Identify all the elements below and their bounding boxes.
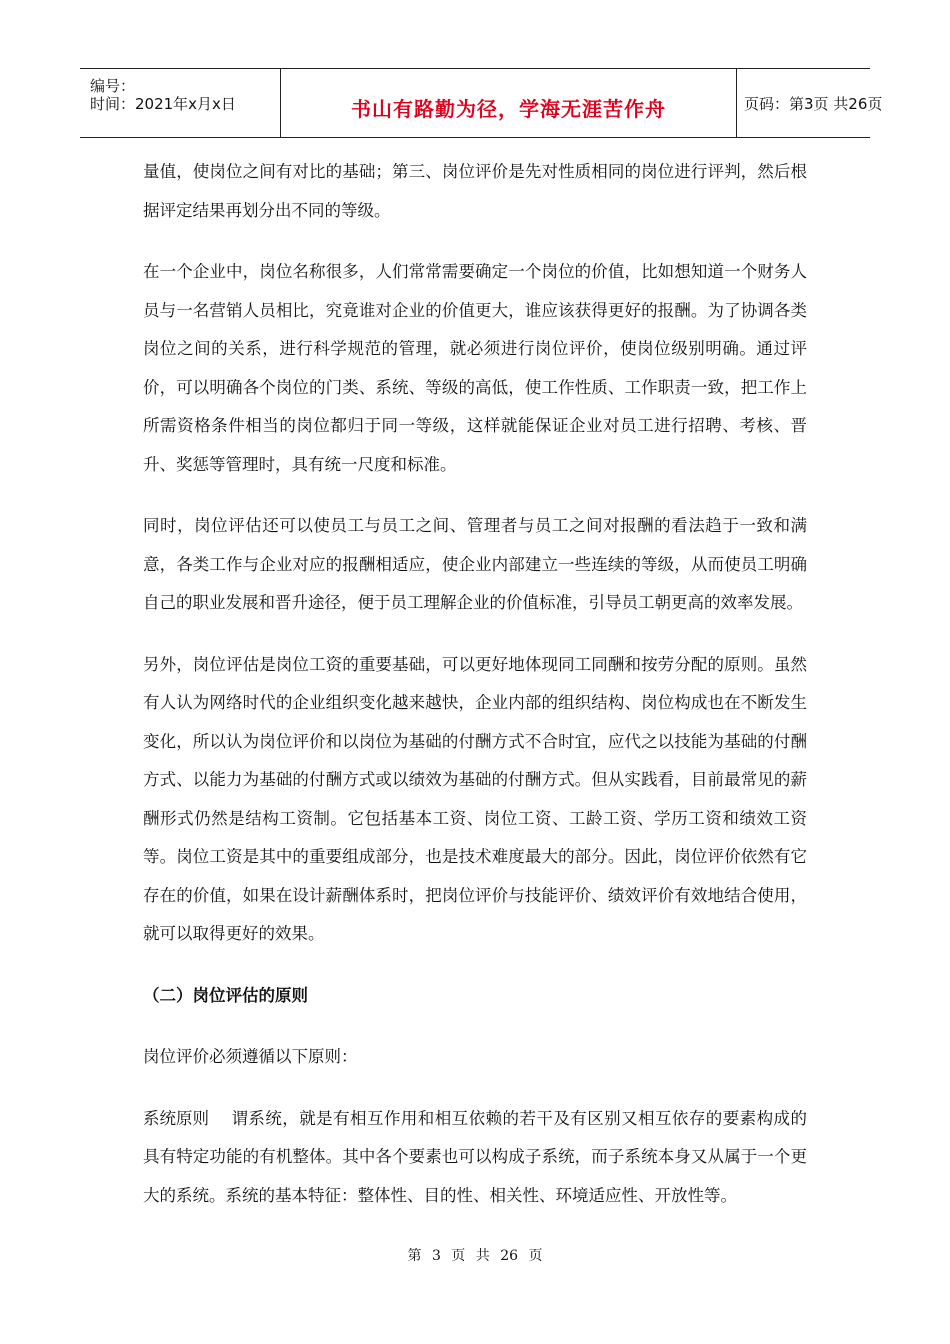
paragraph-1: 量值，使岗位之间有对比的基础；第三、岗位评价是先对性质相同的岗位进行评判，然后根据评定结果再划分出不同的等级。 <box>143 162 807 220</box>
principle-text: 谓系统，就是有相互作用和相互依赖的若干及有区别又相互依存的要素构成的具有特定功能的有机整体。其中各个要素也可以构成子系统，而子系统本身又从属于一个更大的系统。系统的基本特征：整体性、目的性、相关性、环境适应性、开放性等。 <box>143 1108 807 1205</box>
document-body <box>143 153 807 1238</box>
paragraph-4: 另外，岗位评估是岗位工资的重要基础，可以更好地体现同工同酬和按劳分配的原则。虽然有人认为网络时代的企业组织变化越来越快，企业内部的组织结构、岗位构成也在不断发生变化，所以认为岗位评价和以岗位为基础的付酬方式不合时宜，应代之以技能为基础的付酬方式、以能力为基础的付酬方式或以绩效为基础的付酬方式。但从实践看，目前最常见的薪酬形式仍然是结构工资制。它包括基本工资、岗位工资、工龄工资、学历工资和绩效工资等。岗位工资是其中的重要组成部分，也是技术难度最大的部分。因此，岗位评价依然有它存在的价值，如果在设计薪酬体系时，把岗位评价与技能评价、绩效评价有效地结合使用，就可以取得更好的效果。 <box>143 654 807 943</box>
motto-text: 书山有路勤为径，学海无涯苦作舟 <box>351 97 666 121</box>
header-motto-cell <box>280 69 737 137</box>
principle-term: 系统原则 <box>143 1108 209 1128</box>
section-heading: （二）岗位评估的原则 <box>143 985 308 1005</box>
page-footer: 第 3 页 共 26 页 <box>407 1248 543 1264</box>
time-label: 时间：2021年x月x日 <box>90 95 236 113</box>
number-label: 编号： <box>90 77 136 95</box>
document-header <box>80 68 883 138</box>
header-meta-cell <box>80 69 280 137</box>
paragraph-2: 在一个企业中，岗位名称很多，人们常常需要确定一个岗位的价值，比如想知道一个财务人员与一名营销人员相比，究竟谁对企业的价值更大，谁应该获得更好的报酬。为了协调各类岗位之间的关系，进行科学规范的管理，就必须进行岗位评价，使岗位级别明确。通过评价，可以明确各个岗位的门类、系统、等级的高低，使工作性质、工作职责一致，把工作上所需资格条件相当的岗位都归于同一等级，这样就能保证企业对员工进行招聘、考核、晋升、奖惩等管理时，具有统一尺度和标准。 <box>143 262 807 474</box>
principles-intro: 岗位评价必须遵循以下原则： <box>143 1047 358 1066</box>
paragraph-3: 同时，岗位评估还可以使员工与员工之间、管理者与员工之间对报酬的看法趋于一致和满意，各类工作与企业对应的报酬相适应，使企业内部建立一些连续的等级，从而使员工明确自己的职业发展和晋升途径，便于员工理解企业的价值标准，引导员工朝更高的效率发展。 <box>143 516 807 612</box>
header-page-info: 页码：第3页 共26页 <box>744 95 883 113</box>
header-page-cell <box>736 69 883 137</box>
principle-system <box>143 1100 807 1216</box>
